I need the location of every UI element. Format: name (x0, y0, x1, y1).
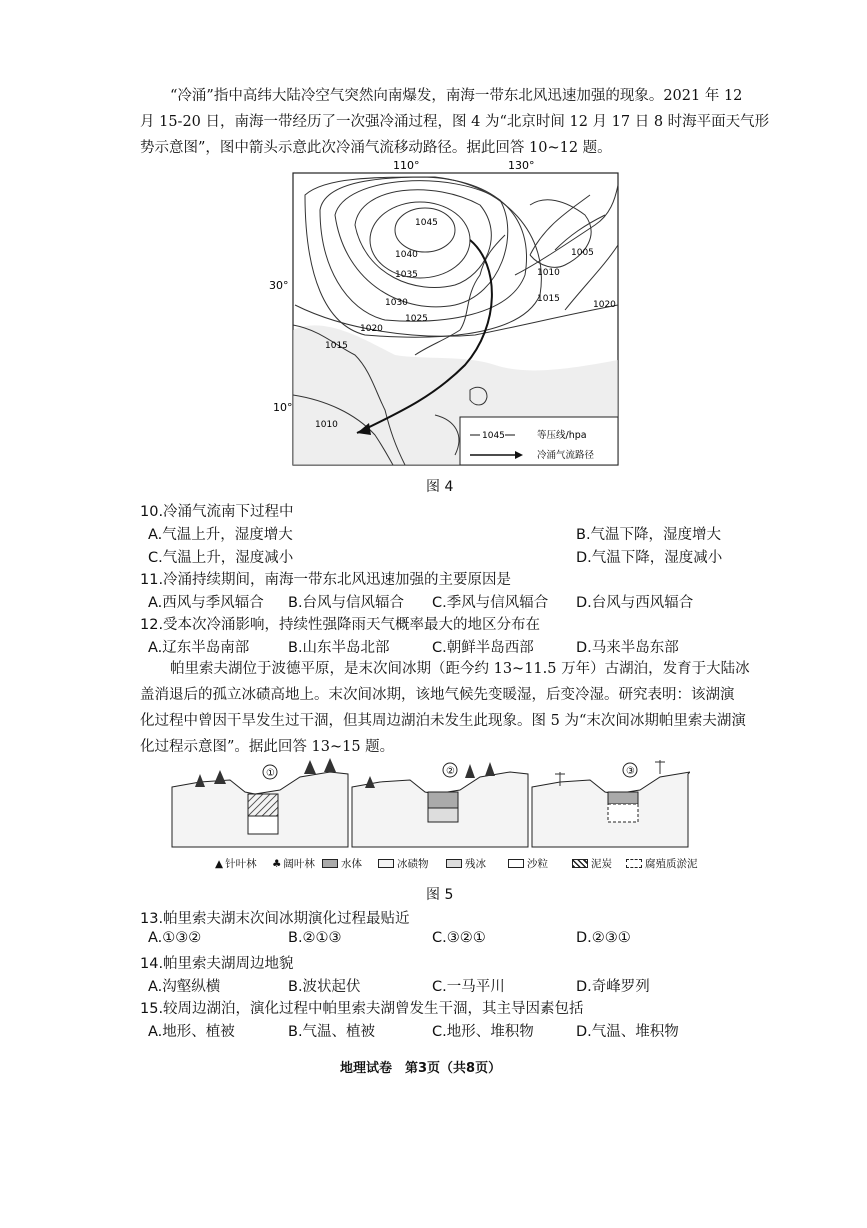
q15-option-a[interactable]: A.地形、植被 (148, 1024, 235, 1040)
q11-option-b[interactable]: B.台风与信风辐合 (288, 595, 405, 611)
broadleaf-icon: ♣ (272, 857, 282, 870)
q10-option-c[interactable]: C.气温上升，湿度减小 (148, 550, 294, 566)
legend-residual-ice (446, 856, 486, 871)
intro-paragraph-1 (140, 83, 769, 161)
q15-stem: 15.较周边湖泊，演化过程中帕里索夫湖曾发生干涸，其主导因素包括 (140, 1001, 584, 1017)
isobar-label-1030: 1030 (385, 298, 408, 308)
q11-option-c[interactable]: C.季风与信风辐合 (432, 595, 549, 611)
q14-option-c[interactable]: C.一马平川 (432, 979, 505, 995)
stage-label-3: ③ (626, 766, 635, 777)
stage-label-2: ② (446, 766, 455, 777)
isobar-label-1045: 1045 (415, 218, 438, 228)
isobar-label-1035: 1035 (395, 270, 418, 280)
q15-option-b[interactable]: B.气温、植被 (288, 1024, 376, 1040)
q13-option-b[interactable]: B.②①③ (288, 930, 342, 946)
intro-2-line-2: 盖消退后的孤立冰碛高地上。末次间冰期，该地气候先变暖湿，后变冷湿。研究表明：该湖演 (140, 687, 735, 703)
legend-peat (572, 856, 612, 871)
legend-humus-mud-label: 腐殖质淤泥 (645, 858, 698, 870)
stage-2-diagram (352, 762, 528, 847)
page-footer: 地理试卷 第3页（共8页） (340, 1061, 502, 1076)
q15-option-d[interactable]: D.气温、堆积物 (576, 1024, 679, 1040)
sand-swatch (508, 859, 524, 868)
isobar-label-1010-east: 1010 (537, 268, 560, 278)
weather-map-svg (265, 155, 625, 470)
q14-option-d[interactable]: D.奇峰罗列 (576, 979, 650, 995)
conifer-icon: ▲ (215, 857, 224, 870)
isobar-label-1025: 1025 (405, 314, 428, 324)
stage-2-ice (428, 808, 458, 822)
legend-water (322, 856, 362, 871)
isobar-label-1010: 1010 (315, 420, 338, 430)
q12-stem: 12.受本次冷涌影响，持续性强降雨天气概率最大的地区分布在 (140, 617, 541, 633)
stage-1-sand (248, 816, 278, 834)
stage-label-1: ① (266, 768, 275, 779)
isobar-label-1015-east: 1015 (537, 294, 560, 304)
isobar-label-1020: 1020 (360, 324, 383, 334)
q11-option-a[interactable]: A.西风与季风辐合 (148, 595, 264, 611)
lat-label-30: 30° (269, 279, 289, 292)
q10-option-a[interactable]: A.气温上升，湿度增大 (148, 527, 293, 543)
stage-3-diagram (532, 760, 690, 847)
legend-conifer (215, 856, 257, 871)
legend-broadleaf-label: 阔叶林 (283, 858, 315, 870)
stage-2-water (428, 792, 458, 808)
stage-1-peat (248, 794, 278, 816)
legend-isobar-value: 1045 (482, 431, 505, 441)
q13-option-c[interactable]: C.③②① (432, 930, 486, 946)
peat-swatch (572, 859, 588, 868)
legend-moraine-label: 冰碛物 (397, 858, 429, 870)
q14-stem: 14.帕里索夫湖周边地貌 (140, 956, 294, 972)
q13-option-d[interactable]: D.②③① (576, 930, 631, 946)
isobar-label-1020-east: 1020 (593, 300, 616, 310)
intro-1-line-2: 月 15-20 日，南海一带经历了一次强冷涌过程，图 4 为“北京时间 12 月 17 日 8 时海平面天气形 (140, 114, 770, 130)
legend-path-text: 冷涌气流路径 (537, 450, 595, 461)
lon-label-110: 110° (393, 159, 420, 172)
q12-option-d[interactable]: D.马来半岛东部 (576, 640, 679, 656)
figure-5-lake-evolution (170, 752, 690, 852)
q13-option-a[interactable]: A.①③② (148, 930, 202, 946)
legend-peat-label: 泥炭 (591, 858, 612, 870)
q10-option-b[interactable]: B.气温下降，湿度增大 (576, 527, 722, 543)
intro-paragraph-2 (140, 656, 750, 760)
legend-residual-ice-label: 残冰 (465, 858, 486, 870)
q13-stem: 13.帕里索夫湖末次间冰期演化过程最贴近 (140, 911, 410, 927)
legend-isobar-text: 等压线/hpa (537, 430, 587, 441)
q14-option-b[interactable]: B.波状起伏 (288, 979, 361, 995)
q10-stem: 10.冷涌气流南下过程中 (140, 504, 294, 520)
intro-2-line-4: 化过程示意图”。据此回答 13~15 题。 (140, 739, 395, 755)
figure-4-caption: 图 4 (426, 479, 454, 495)
legend-water-label: 水体 (341, 858, 362, 870)
lon-label-130: 130° (508, 159, 535, 172)
humus-mud-swatch (626, 859, 642, 868)
legend-moraine (378, 856, 429, 871)
residual-ice-swatch (446, 859, 462, 868)
intro-1-line-3: 势示意图”，图中箭头示意此次冷涌气流移动路径。据此回答 10~12 题。 (140, 140, 612, 156)
q12-option-a[interactable]: A.辽东半岛南部 (148, 640, 250, 656)
water-swatch (322, 859, 338, 868)
legend-humus-mud (626, 856, 698, 871)
legend-sand (508, 856, 548, 871)
legend-conifer-label: 针叶林 (225, 858, 257, 870)
q14-option-a[interactable]: A.沟壑纵横 (148, 979, 221, 995)
intro-1-line-1: “冷涌”指中高纬大陆冷空气突然向南爆发，南海一带东北风迅速加强的现象。2021 年 12 (170, 88, 743, 104)
q11-option-d[interactable]: D.台风与西风辐合 (576, 595, 694, 611)
figure-4-weather-map (265, 155, 625, 470)
legend-broadleaf (272, 856, 315, 871)
isobar-label-1040: 1040 (395, 250, 418, 260)
q10-option-d[interactable]: D.气温下降，湿度减小 (576, 550, 723, 566)
stage-3-water (608, 792, 638, 804)
q15-option-c[interactable]: C.地形、堆积物 (432, 1024, 534, 1040)
q12-option-c[interactable]: C.朝鲜半岛西部 (432, 640, 534, 656)
intro-2-line-3: 化过程中曾因干旱发生过干涸，但其周边湖泊未发生此现象。图 5 为“末次间冰期帕里索夫湖演 (140, 713, 746, 729)
stage-3-mud (608, 804, 638, 822)
figure-5-caption: 图 5 (426, 887, 454, 903)
moraine-swatch (378, 859, 394, 868)
intro-2-line-1: 帕里索夫湖位于波德平原，是末次间冰期（距今约 13~11.5 万年）古湖泊，发育于大陆冰 (170, 661, 750, 677)
legend-sand-label: 沙粒 (527, 858, 548, 870)
isobar-label-1005: 1005 (571, 248, 594, 258)
q11-stem: 11.冷涌持续期间，南海一带东北风迅速加强的主要原因是 (140, 572, 512, 588)
stage-1-diagram (172, 758, 348, 847)
lat-label-10: 10° (273, 401, 293, 414)
q12-option-b[interactable]: B.山东半岛北部 (288, 640, 390, 656)
isobar-label-1015: 1015 (325, 341, 348, 351)
lake-evolution-svg (170, 752, 690, 852)
